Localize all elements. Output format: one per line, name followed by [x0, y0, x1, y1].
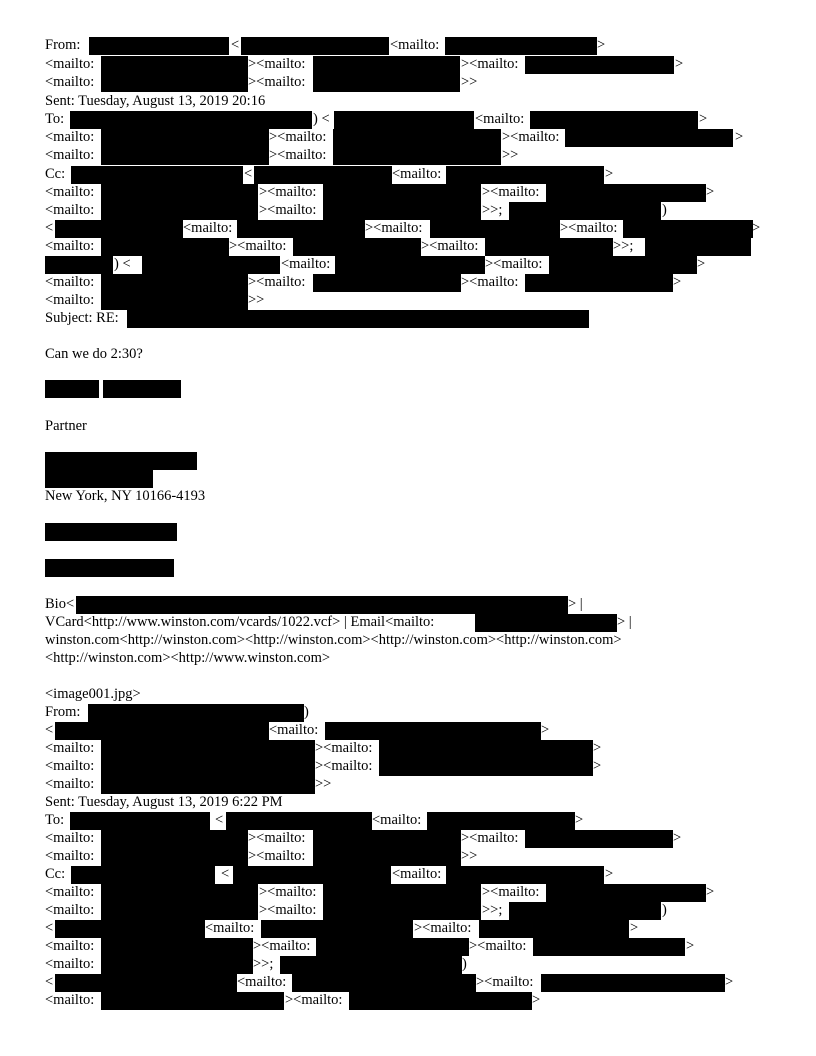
- redaction-bar: [379, 758, 593, 776]
- redaction-bar: [479, 920, 629, 938]
- email-text: ): [662, 202, 667, 218]
- email-text: >>;: [482, 202, 503, 218]
- redaction-bar: [313, 848, 461, 866]
- redaction-bar: [430, 220, 560, 238]
- redaction-bar: [546, 884, 706, 902]
- email-text: <mailto:: [45, 776, 95, 792]
- email-text: ><mailto:: [285, 992, 343, 1008]
- email-text: ><mailto:: [485, 256, 543, 272]
- redaction-bar: [101, 238, 229, 256]
- email-text: VCard<http://www.winston.com/vcards/1022.vcf> | Email<mailto:: [45, 614, 435, 630]
- email-text: ><mailto:: [502, 129, 560, 145]
- email-text: ><mailto:: [365, 220, 423, 236]
- redaction-bar: [101, 56, 248, 74]
- email-text: <image001.jpg>: [45, 686, 141, 702]
- email-text: >: [725, 974, 734, 990]
- email-text: <mailto:: [45, 274, 95, 290]
- email-text: <mailto:: [269, 722, 319, 738]
- redaction-bar: [226, 812, 372, 830]
- redaction-bar: [525, 830, 673, 848]
- redaction-bar: [127, 310, 589, 328]
- email-text: >: [605, 166, 614, 182]
- redaction-bar: [313, 830, 461, 848]
- email-text: <mailto:: [390, 37, 440, 53]
- email-text: ): [662, 902, 667, 918]
- redaction-bar: [335, 256, 485, 274]
- email-text: >: [597, 37, 606, 53]
- redaction-bar: [101, 956, 253, 974]
- redaction-bar: [101, 884, 258, 902]
- redaction-bar: [45, 523, 177, 541]
- email-text: >: [699, 111, 708, 127]
- email-text: Can we do 2:30?: [45, 346, 143, 362]
- redaction-bar: [103, 380, 181, 398]
- redaction-bar: [293, 238, 421, 256]
- redaction-bar: [530, 111, 698, 129]
- redaction-bar: [71, 866, 215, 884]
- email-text: ><mailto:: [461, 274, 519, 290]
- email-text: <mailto:: [45, 129, 95, 145]
- redaction-bar: [101, 848, 248, 866]
- email-text: Sent: Tuesday, August 13, 2019 6:22 PM: [45, 794, 283, 810]
- email-text: <mailto:: [45, 74, 95, 90]
- redaction-bar: [379, 740, 593, 758]
- email-text: > |: [568, 596, 583, 612]
- email-text: <mailto:: [237, 974, 287, 990]
- redaction-bar: [101, 274, 248, 292]
- email-text: ><mailto:: [469, 938, 527, 954]
- redaction-bar: [101, 830, 248, 848]
- email-text: <mailto:: [45, 740, 95, 756]
- email-text: ><mailto:: [248, 74, 306, 90]
- email-text: >: [675, 56, 684, 72]
- email-text: >: [686, 938, 695, 954]
- email-text: <mailto:: [45, 56, 95, 72]
- redaction-bar: [101, 202, 258, 220]
- email-text: Sent: Tuesday, August 13, 2019 20:16: [45, 93, 266, 109]
- redaction-bar: [485, 238, 613, 256]
- email-text: ><mailto:: [248, 848, 306, 864]
- redaction-bar: [645, 238, 751, 256]
- redaction-bar: [334, 111, 474, 129]
- email-text: <mailto:: [45, 830, 95, 846]
- redaction-bar: [89, 37, 229, 55]
- redaction-bar: [323, 202, 481, 220]
- email-text: >>;: [253, 956, 274, 972]
- email-text: ) <: [114, 256, 131, 272]
- email-text: ><mailto:: [229, 238, 287, 254]
- redaction-bar: [142, 256, 280, 274]
- redaction-bar: [101, 74, 248, 92]
- email-text: >>: [461, 74, 478, 90]
- email-text: >: [630, 920, 639, 936]
- email-text: New York, NY 10166-4193: [45, 488, 206, 504]
- email-text: ><mailto:: [461, 830, 519, 846]
- email-text: <mailto:: [475, 111, 525, 127]
- email-text: ><mailto:: [259, 184, 317, 200]
- redaction-bar: [101, 740, 315, 758]
- email-text: ><mailto:: [315, 740, 373, 756]
- email-text: Cc:: [45, 866, 66, 882]
- email-text: ><mailto:: [248, 274, 306, 290]
- redaction-bar: [525, 56, 674, 74]
- redaction-bar: [333, 129, 501, 147]
- email-text: <: [45, 722, 54, 738]
- redaction-bar: [445, 37, 597, 55]
- redaction-bar: [280, 956, 462, 974]
- email-text: >: [706, 884, 715, 900]
- email-text: <mailto:: [45, 938, 95, 954]
- redaction-bar: [101, 184, 258, 202]
- email-text: >>: [248, 292, 265, 308]
- redaction-bar: [313, 74, 460, 92]
- redaction-bar: [533, 938, 685, 956]
- email-text: >: [706, 184, 715, 200]
- email-text: ><mailto:: [269, 129, 327, 145]
- redaction-bar: [549, 256, 697, 274]
- redaction-bar: [313, 274, 461, 292]
- email-text: <: [45, 920, 54, 936]
- redaction-bar: [101, 902, 258, 920]
- email-text: <mailto:: [45, 992, 95, 1008]
- redaction-bar: [261, 920, 413, 938]
- email-text: <mailto:: [45, 238, 95, 254]
- email-text: winston.com<http://winston.com><http://winston.com><http://winston.com><http://winston.com>: [45, 632, 622, 648]
- email-text: <: [221, 866, 230, 882]
- email-text: <mailto:: [45, 758, 95, 774]
- redaction-bar: [45, 452, 197, 470]
- email-text: ><mailto:: [476, 974, 534, 990]
- redaction-bar: [101, 992, 284, 1010]
- email-text: <mailto:: [45, 292, 95, 308]
- email-text: >>;: [613, 238, 634, 254]
- email-text: <mailto:: [45, 184, 95, 200]
- email-text: <: [244, 166, 253, 182]
- email-text: Subject: RE:: [45, 310, 119, 326]
- email-text: >: [735, 129, 744, 145]
- email-text: ><mailto:: [482, 884, 540, 900]
- email-text: ><mailto:: [259, 902, 317, 918]
- redaction-bar: [70, 111, 312, 129]
- redaction-bar: [237, 220, 365, 238]
- redaction-bar: [45, 380, 99, 398]
- email-text: >>: [502, 147, 519, 163]
- email-text: ) <: [313, 111, 330, 127]
- redaction-bar: [525, 274, 673, 292]
- email-text: <: [231, 37, 240, 53]
- email-text: >: [541, 722, 550, 738]
- email-text: <mailto:: [45, 202, 95, 218]
- email-text: >: [752, 220, 761, 236]
- email-text: <mailto:: [205, 920, 255, 936]
- email-text: <mailto:: [392, 166, 442, 182]
- email-text: <mailto:: [392, 866, 442, 882]
- redaction-bar: [88, 704, 304, 722]
- email-text: <mailto:: [372, 812, 422, 828]
- redaction-bar: [333, 147, 501, 165]
- redaction-bar: [323, 884, 481, 902]
- email-text: <http://winston.com><http://www.winston.com>: [45, 650, 331, 666]
- redaction-bar: [446, 166, 604, 184]
- email-text: <mailto:: [45, 884, 95, 900]
- redaction-bar: [292, 974, 476, 992]
- email-text: >>;: [482, 902, 503, 918]
- email-text: ><mailto:: [269, 147, 327, 163]
- email-text: <mailto:: [45, 902, 95, 918]
- redaction-bar: [313, 56, 460, 74]
- redaction-bar: [509, 902, 661, 920]
- redaction-bar: [45, 256, 113, 274]
- redaction-bar: [349, 992, 532, 1010]
- email-text: ><mailto:: [414, 920, 472, 936]
- email-text: >>: [461, 848, 478, 864]
- email-text: From:: [45, 704, 81, 720]
- redaction-bar: [101, 776, 315, 794]
- redaction-bar: [546, 184, 706, 202]
- redaction-bar: [76, 596, 568, 614]
- redaction-bar: [101, 292, 248, 310]
- redaction-bar: [101, 938, 253, 956]
- email-text: ><mailto:: [248, 830, 306, 846]
- redaction-bar: [254, 166, 392, 184]
- redaction-bar: [427, 812, 575, 830]
- redaction-bar: [45, 470, 153, 488]
- email-text: <: [45, 974, 54, 990]
- email-text: From:: [45, 37, 81, 53]
- redaction-bar: [101, 147, 269, 165]
- email-text: To:: [45, 812, 65, 828]
- redaction-bar: [101, 758, 315, 776]
- email-text: <: [45, 220, 54, 236]
- email-text: >: [697, 256, 706, 272]
- email-text: ><mailto:: [482, 184, 540, 200]
- email-text: ><mailto:: [253, 938, 311, 954]
- redaction-bar: [623, 220, 753, 238]
- redaction-bar: [55, 722, 269, 740]
- email-text: <mailto:: [45, 147, 95, 163]
- email-text: > |: [617, 614, 632, 630]
- email-text: >: [673, 274, 682, 290]
- redaction-bar: [541, 974, 725, 992]
- redaction-bar: [475, 614, 617, 632]
- redaction-bar: [325, 722, 541, 740]
- email-text: ): [304, 704, 309, 720]
- redaction-bar: [323, 902, 481, 920]
- redaction-bar: [565, 129, 733, 147]
- redaction-bar: [70, 812, 210, 830]
- redaction-bar: [45, 559, 174, 577]
- email-text: ><mailto:: [421, 238, 479, 254]
- email-text: >: [593, 758, 602, 774]
- email-text: ><mailto:: [315, 758, 373, 774]
- redaction-bar: [323, 184, 481, 202]
- redaction-bar: [55, 974, 237, 992]
- email-text: <: [215, 812, 224, 828]
- redaction-bar: [316, 938, 469, 956]
- email-text: Bio<: [45, 596, 75, 612]
- email-text: <mailto:: [281, 256, 331, 272]
- email-text: ><mailto:: [259, 884, 317, 900]
- redaction-bar: [233, 866, 391, 884]
- email-text: >: [673, 830, 682, 846]
- email-text: >: [593, 740, 602, 756]
- email-text: To:: [45, 111, 65, 127]
- email-text: ><mailto:: [259, 202, 317, 218]
- redaction-bar: [71, 166, 243, 184]
- email-text: ><mailto:: [248, 56, 306, 72]
- redaction-bar: [55, 220, 183, 238]
- email-text: <mailto:: [45, 848, 95, 864]
- email-text: ><mailto:: [560, 220, 618, 236]
- redaction-bar: [509, 202, 661, 220]
- redaction-bar: [101, 129, 269, 147]
- email-text: ><mailto:: [461, 56, 519, 72]
- redaction-bar: [55, 920, 205, 938]
- redaction-bar: [241, 37, 389, 55]
- email-text: <mailto:: [45, 956, 95, 972]
- email-text: Partner: [45, 418, 87, 434]
- email-text: >: [532, 992, 541, 1008]
- email-text: >>: [315, 776, 332, 792]
- email-text: Cc:: [45, 166, 66, 182]
- email-text: <mailto:: [183, 220, 233, 236]
- email-text: >: [605, 866, 614, 882]
- redaction-bar: [446, 866, 604, 884]
- email-text: >: [575, 812, 584, 828]
- email-text: ): [462, 956, 467, 972]
